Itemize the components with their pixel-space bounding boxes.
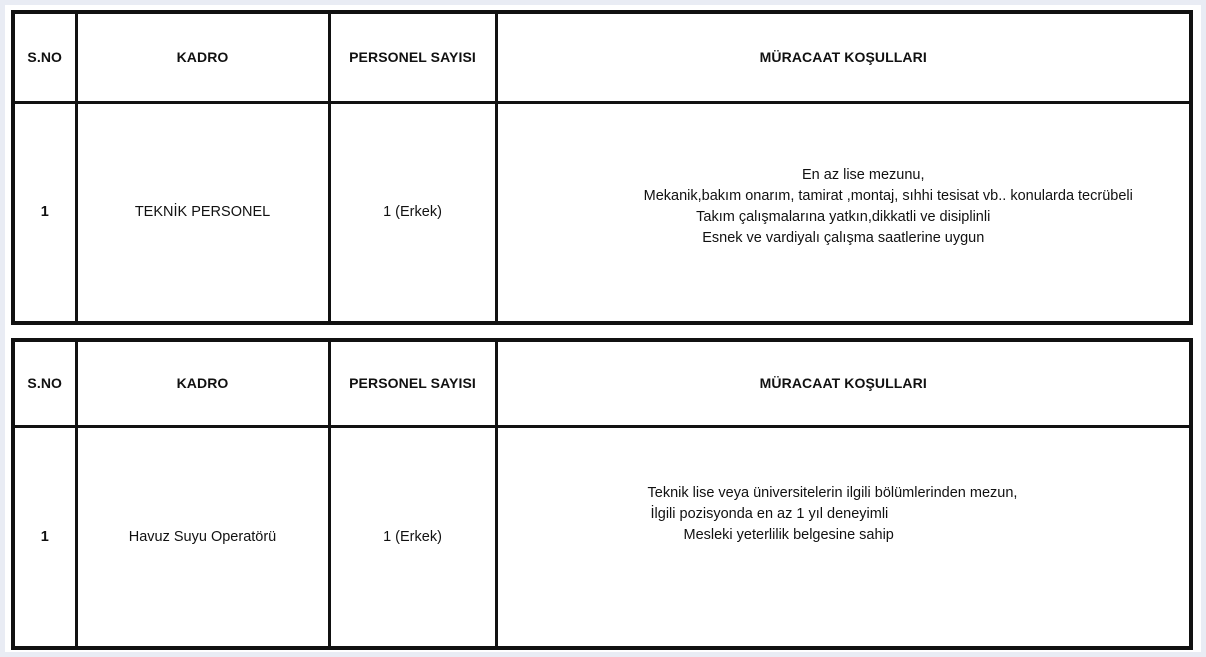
- conditions-list: [498, 165, 1190, 249]
- job-table-teknik-personel: [11, 10, 1193, 325]
- cell-muracaat-kosullari: [496, 102, 1191, 323]
- cell-personel-sayisi: 1 (Erkek): [329, 426, 496, 648]
- table-row: [13, 102, 1191, 323]
- header-personel-sayisi: PERSONEL SAYISI: [329, 12, 496, 102]
- cell-kadro: TEKNİK PERSONEL: [76, 102, 329, 323]
- condition-line: Mekanik,bakım onarım, tamirat ,montaj, sıhhi tesisat vb.. konularda tecrübeli: [643, 188, 1133, 205]
- header-sno: S.NO: [13, 340, 76, 426]
- condition-line: Esnek ve vardiyalı çalışma saatlerine uygun: [702, 230, 985, 247]
- condition-line: Takım çalışmalarına yatkın,dikkatli ve disiplinli: [696, 209, 991, 226]
- cell-kadro: Havuz Suyu Operatörü: [76, 426, 329, 648]
- document-sheet: [5, 5, 1201, 652]
- header-kadro: KADRO: [76, 340, 329, 426]
- condition-line: Teknik lise veya üniversitelerin ilgili bölümlerinden mezun,: [647, 485, 1018, 502]
- condition-line: Mesleki yeterlilik belgesine sahip: [683, 527, 894, 544]
- header-muracaat-kosullari: MÜRACAAT KOŞULLARI: [496, 340, 1191, 426]
- cell-personel-sayisi: 1 (Erkek): [329, 102, 496, 323]
- cell-sno: 1: [13, 426, 76, 648]
- header-muracaat-kosullari: MÜRACAAT KOŞULLARI: [496, 12, 1191, 102]
- header-kadro: KADRO: [76, 12, 329, 102]
- cell-muracaat-kosullari: [496, 426, 1191, 648]
- condition-line: En az lise mezunu,: [801, 167, 925, 184]
- header-sno: S.NO: [13, 12, 76, 102]
- cell-sno: 1: [13, 102, 76, 323]
- header-personel-sayisi: PERSONEL SAYISI: [329, 340, 496, 426]
- table-row: [13, 426, 1191, 648]
- job-table-havuz-suyu-operatoru: [11, 338, 1193, 650]
- condition-line: İlgili pozisyonda en az 1 yıl deneyimli: [650, 506, 889, 523]
- table-header-row: [13, 12, 1191, 102]
- table-header-row: [13, 340, 1191, 426]
- conditions-list: [498, 483, 1190, 546]
